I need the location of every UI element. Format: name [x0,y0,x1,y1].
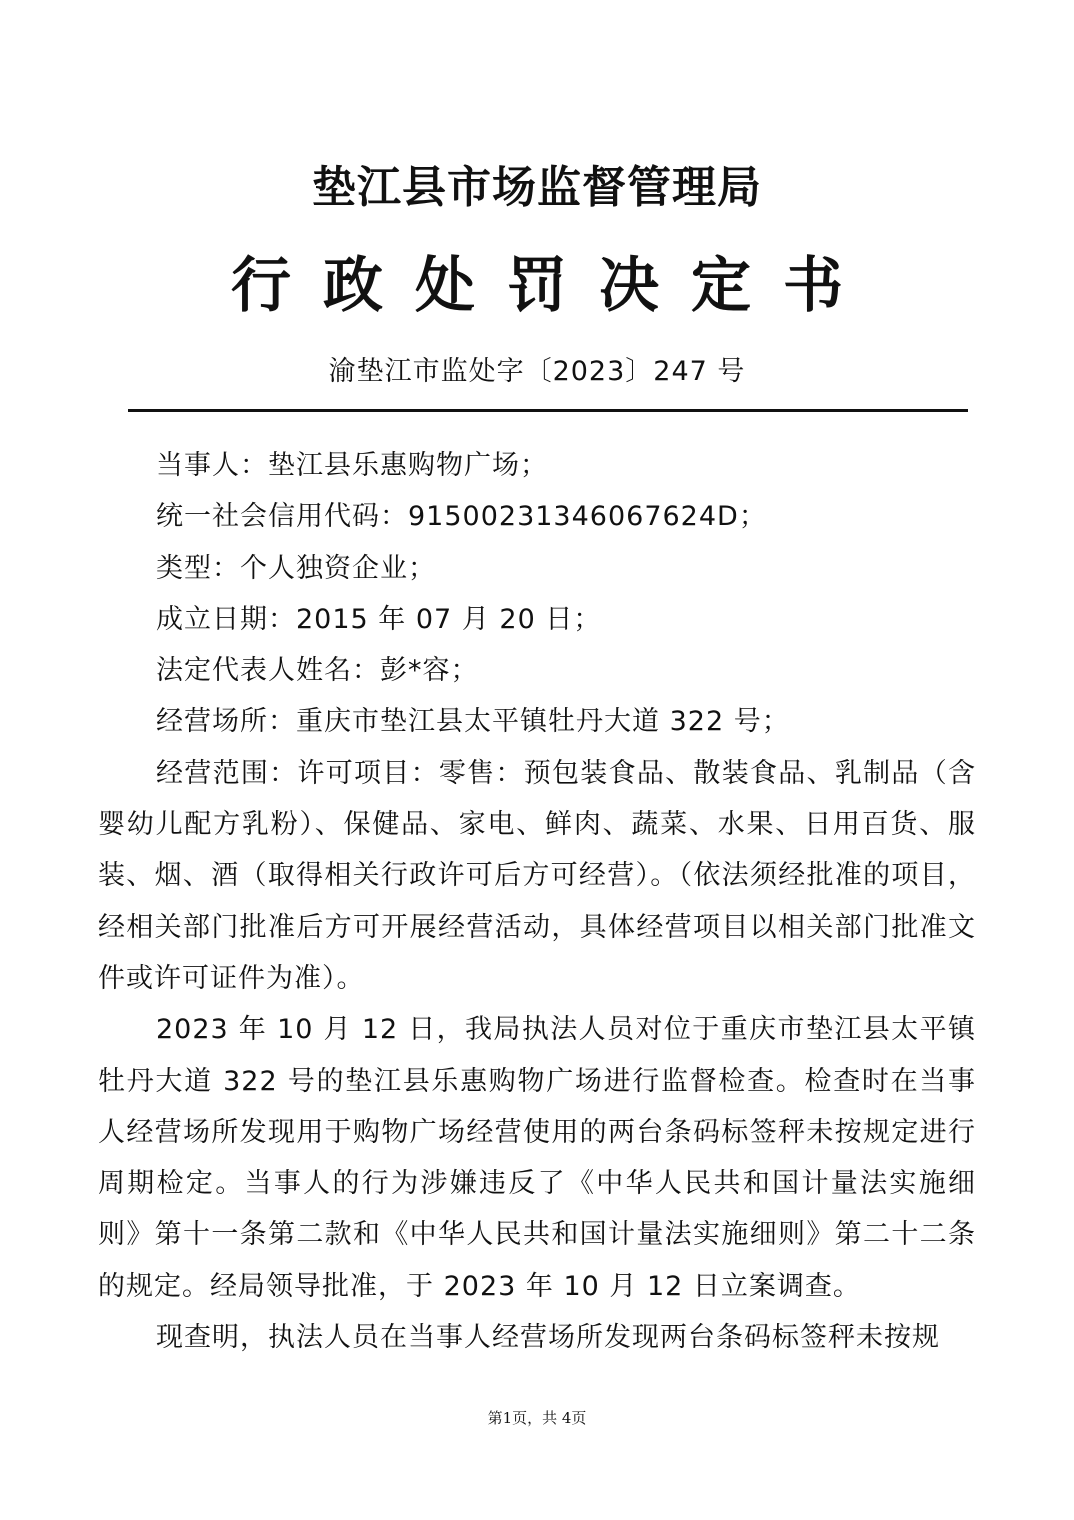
document-body [98,440,976,1363]
agency-name: 垫江县市场监督管理局 [312,162,762,213]
entity-type-line: 类型：个人独资企业； [156,552,436,584]
findings-paragraph: 现查明，执法人员在当事人经营场所发现两台条码标签秤未按规 [156,1322,940,1354]
business-address-line: 经营场所：重庆市垫江县太平镇牡丹大道 322 号； [156,706,790,738]
document-title: 行政处罚决定书 [231,251,875,321]
establish-date-line: 成立日期：2015 年 07 月 20 日； [156,603,602,635]
party-name-line: 当事人：垫江县乐惠购物广场； [156,450,548,481]
credit-code-line: 统一社会信用代码：91500231346067624D； [156,501,767,533]
header-divider [128,409,968,412]
document-number: 渝垫江市监处字〔2023〕247 号 [328,356,746,387]
inspection-paragraph: 2023 年 10 月 12 日，我局执法人员对位于重庆市垫江县太平镇牡丹大道 322 号的垫江县乐惠购物广场进行监督检查。检查时在当事人经营场所发现用于购物广场经营使用的两台条码标签秤未按规定进行周期检定。当事人的行为涉嫌违反了《中华人民共和国计量法实施细则》第十一条第二款和《中华人民共和国计量法实施细则》第二十二条的规定。经局领导批准，于 2023 年 10 月 12 日立案调查。 [98,1014,976,1302]
legal-representative-line: 法定代表人姓名：彭*容； [156,655,479,687]
page-footer: 第1页，共 4页 [487,1409,587,1427]
business-scope-paragraph: 经营范围：许可项目：零售：预包装食品、散装食品、乳制品（含婴幼儿配方乳粉）、保健品、家电、鲜肉、蔬菜、水果、日用百货、服装、烟、酒（取得相关行政许可后方可经营）。（依法须经批准的项目，经相关部门批准后方可开展经营活动，具体经营项目以相关部门批准文件或许可证件为准）。 [98,757,976,994]
